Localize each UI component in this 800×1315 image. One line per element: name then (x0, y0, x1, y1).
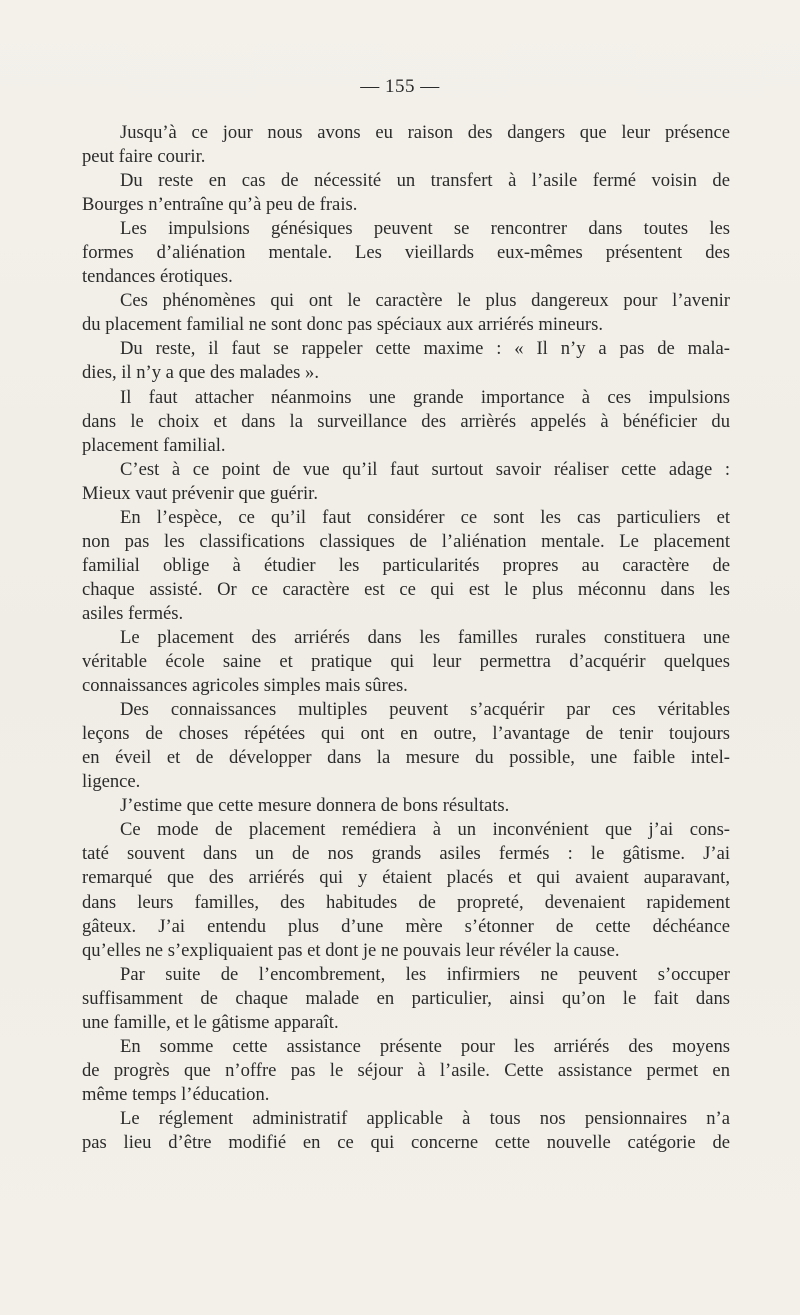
text-line: ligence. (82, 771, 141, 793)
text-line: même temps l’éducation. (82, 1083, 270, 1105)
text-line: dans leurs familles, des habitudes de propreté, devenaient rapidement (82, 891, 730, 913)
text-line: gâteux. J’ai entendu plus d’une mère s’étonner de cette déchéance (82, 915, 730, 937)
text-line: de progrès que n’offre pas le séjour à l’asile. Cette assistance permet en (82, 1059, 730, 1081)
page-number: — 155 — (360, 76, 440, 97)
text-line: suffisamment de chaque malade en particulier, ainsi qu’on le fait dans (82, 987, 730, 1009)
text-line: du placement familial ne sont donc pas spéciaux aux arriérés mineurs. (82, 314, 603, 336)
text-line: véritable école saine et pratique qui leur permettra d’acquérir quelques (82, 651, 730, 673)
text-line: leçons de choses répétées qui ont en outre, l’avantage de tenir toujours (82, 723, 730, 745)
text-line: Le réglement administratif applicable à tous nos pensionnaires n’a (120, 1107, 730, 1129)
text-line: peut faire courir. (82, 146, 206, 168)
text-line: En l’espèce, ce qu’il faut considérer ce sont les cas particuliers et (120, 506, 730, 528)
text-line: Du reste, il faut se rappeler cette maxime : « Il n’y a pas de mala- (120, 338, 730, 360)
text-line: Du reste en cas de nécessité un transfert à l’asile fermé voisin de (120, 170, 730, 192)
text-line: Bourges n’entraîne qu’à peu de frais. (82, 194, 358, 216)
text-line: taté souvent dans un de nos grands asiles fermés : le gâtisme. J’ai (82, 843, 730, 865)
text-line: Jusqu’à ce jour nous avons eu raison des dangers que leur présence (120, 122, 730, 143)
text-line: remarqué que des arriérés qui y étaient placés et qui avaient auparavant, (82, 867, 730, 889)
text-line: en éveil et de développer dans la mesure du possible, une faible intel- (82, 747, 730, 769)
text-line: chaque assisté. Or ce caractère est ce qui est le plus méconnu dans les (82, 578, 730, 600)
text-line: Par suite de l’encombrement, les infirmiers ne peuvent s’occuper (120, 963, 730, 985)
text-line: Ces phénomènes qui ont le caractère le plus dangereux pour l’avenir (120, 290, 730, 312)
text-line: Les impulsions génésiques peuvent se rencontrer dans toutes les (120, 218, 730, 240)
text-line: En somme cette assistance présente pour les arriérés des moyens (120, 1035, 730, 1057)
text-line: formes d’aliénation mentale. Les vieillards eux-mêmes présentent des (82, 242, 730, 264)
text-line: placement familial. (82, 434, 226, 456)
text-line: Mieux vaut prévenir que guérir. (82, 482, 318, 504)
text-line: dans le choix et dans la surveillance des arrièrés appelés à bénéficier du (82, 410, 730, 432)
text-line: connaissances agricoles simples mais sûres. (82, 675, 408, 697)
text-line: Le placement des arriérés dans les familles rurales constituera une (120, 626, 730, 648)
text-line: pas lieu d’être modifié en ce qui concerne cette nouvelle catégorie de (82, 1131, 730, 1153)
text-line: tendances érotiques. (82, 266, 233, 288)
text-line: Il faut attacher néanmoins une grande importance à ces impulsions (120, 386, 730, 408)
text-line: Ce mode de placement remédiera à un inconvénient que j’ai cons- (120, 819, 730, 841)
text-line: J’estime que cette mesure donnera de bons résultats. (120, 795, 510, 817)
text-line: familial oblige à étudier les particularités propres au caractère de (82, 554, 730, 576)
text-line: asiles fermés. (82, 602, 184, 624)
text-line: C’est à ce point de vue qu’il faut surtout savoir réaliser cette adage : (120, 458, 730, 480)
text-line: qu’elles ne s’expliquaient pas et dont je ne pouvais leur révéler la cause. (82, 939, 620, 961)
text-line: non pas les classifications classiques de l’aliénation mentale. Le placement (82, 530, 730, 552)
text-line: une famille, et le gâtisme apparaît. (82, 1011, 339, 1033)
body-text (82, 121, 730, 1155)
text-line: Des connaissances multiples peuvent s’acquérir par ces véritables (120, 699, 730, 721)
text-line: dies, il n’y a que des malades ». (82, 362, 320, 384)
